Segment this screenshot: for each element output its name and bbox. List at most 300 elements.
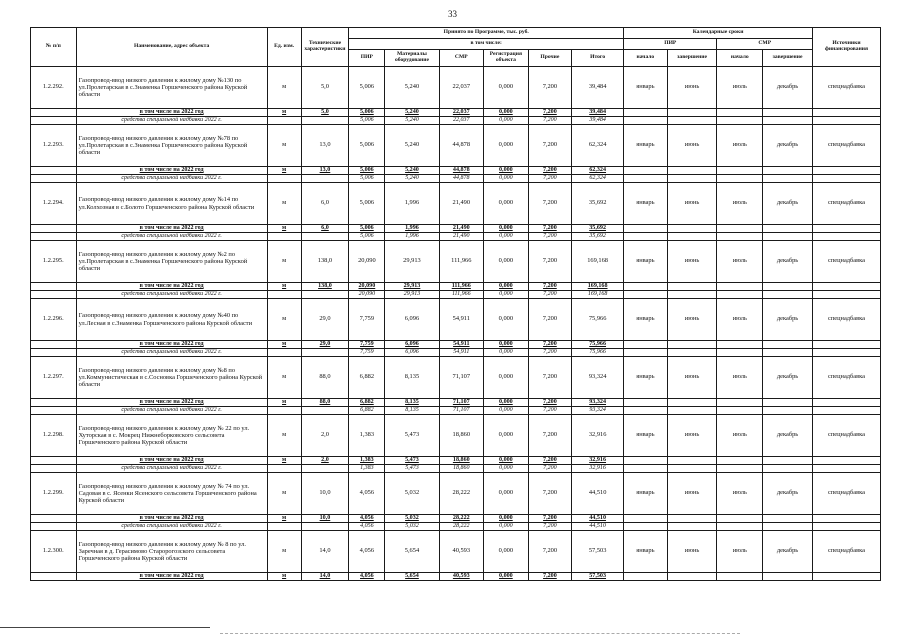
special-fund-label: средства специальной надбавки 2022 г. [76, 291, 267, 299]
empty-cell [763, 457, 813, 465]
empty-cell [717, 349, 763, 357]
empty-cell [267, 407, 301, 415]
materials-value: 5,654 [385, 531, 439, 573]
fund-reg: 0,000 [484, 175, 529, 183]
header-smr-start: начало [717, 50, 763, 67]
funding-source: спецнадбавка [813, 67, 881, 109]
pir-value: 5,006 [349, 125, 385, 167]
length: 88,0 [301, 357, 349, 399]
total-value: 93,324 [572, 357, 624, 399]
fund-pir: 5,006 [349, 175, 385, 183]
row-number: 1.2.292. [31, 67, 77, 109]
empty-cell [624, 573, 668, 581]
empty-cell [267, 291, 301, 299]
smr-value: 28,222 [439, 473, 484, 515]
fund-other: 7,200 [528, 117, 572, 125]
length: 5,0 [301, 67, 349, 109]
registration-value: 0,000 [484, 67, 529, 109]
fund-pir: 4,056 [349, 523, 385, 531]
fund-pir: 1,383 [349, 465, 385, 473]
smr-end: декабрь [763, 183, 813, 225]
object-name: Газопровод-ввод низкого давления к жилому дому №130 по ул.Пролетарская в с.Знаменка Горшеченского района Курской области [76, 67, 267, 109]
empty-cell [267, 233, 301, 241]
subtotal-mat: 8,135 [385, 399, 439, 407]
materials-value: 5,240 [385, 125, 439, 167]
empty-cell [763, 291, 813, 299]
fund-reg: 0,000 [484, 291, 529, 299]
pir-start: январь [624, 183, 668, 225]
subtotal-2022-row [31, 341, 881, 349]
table-row [31, 125, 881, 167]
fund-other: 7,200 [528, 465, 572, 473]
length: 10,0 [301, 473, 349, 515]
subtotal-length: 14,0 [301, 573, 349, 581]
empty-cell [763, 573, 813, 581]
empty-cell [667, 349, 717, 357]
page-number: 33 [448, 9, 457, 19]
object-name: Газопровод-ввод низкого давления к жилому дому №40 по ул.Лесная в с.Знаменка Горшеченского района Курской области [76, 299, 267, 341]
fund-smr: 21,490 [439, 233, 484, 241]
subtotal-total: 35,692 [572, 225, 624, 233]
fund-smr: 28,222 [439, 523, 484, 531]
subtotal-2022-row [31, 457, 881, 465]
pir-value: 1,383 [349, 415, 385, 457]
special-fund-row [31, 349, 881, 357]
empty-cell [624, 465, 668, 473]
other-value: 7,200 [528, 67, 572, 109]
empty-cell [624, 515, 668, 523]
other-value: 7,200 [528, 299, 572, 341]
empty-cell [31, 515, 77, 523]
pir-start: январь [624, 473, 668, 515]
empty-cell [763, 349, 813, 357]
fund-mat: 6,096 [385, 349, 439, 357]
unit: м [267, 183, 301, 225]
fund-mat: 5,240 [385, 175, 439, 183]
fund-mat: 8,135 [385, 407, 439, 415]
empty-cell [31, 283, 77, 291]
header-num: № п/п [31, 28, 77, 67]
subtotal-other: 7,200 [528, 283, 572, 291]
subtotal-pir: 5,006 [349, 167, 385, 175]
subtotal-mat: 5,240 [385, 109, 439, 117]
empty-cell [813, 465, 881, 473]
subtotal-2022-row [31, 399, 881, 407]
other-value: 7,200 [528, 183, 572, 225]
header-pir-end: завершение [667, 50, 717, 67]
subtotal-other: 7,200 [528, 457, 572, 465]
unit: м [267, 67, 301, 109]
empty-cell [813, 399, 881, 407]
empty-cell [31, 291, 77, 299]
materials-value: 6,096 [385, 299, 439, 341]
subtotal-mat: 5,654 [385, 573, 439, 581]
pir-value: 7,759 [349, 299, 385, 341]
pir-start: январь [624, 125, 668, 167]
subtotal-total: 32,916 [572, 457, 624, 465]
pir-start: январь [624, 67, 668, 109]
special-fund-label: средства специальной надбавки 2022 г. [76, 407, 267, 415]
subtotal-unit: м [267, 399, 301, 407]
empty-cell [813, 407, 881, 415]
fund-reg: 0,000 [484, 523, 529, 531]
header-tech: Технические характеристики [301, 28, 349, 67]
total-value: 169,168 [572, 241, 624, 283]
empty-cell [763, 407, 813, 415]
smr-end: декабрь [763, 241, 813, 283]
empty-cell [717, 109, 763, 117]
subtotal-mat: 5,032 [385, 515, 439, 523]
fund-total: 62,324 [572, 175, 624, 183]
header-registration: Регистрация объекта [484, 50, 529, 67]
table-row [31, 241, 881, 283]
special-fund-row [31, 117, 881, 125]
empty-cell [717, 341, 763, 349]
fund-smr: 44,878 [439, 175, 484, 183]
empty-cell [813, 175, 881, 183]
subtotal-mat: 29,913 [385, 283, 439, 291]
subtotal-length: 6,0 [301, 225, 349, 233]
empty-cell [667, 117, 717, 125]
empty-cell [717, 457, 763, 465]
subtotal-length: 5,0 [301, 109, 349, 117]
header-smr: СМР [439, 50, 484, 67]
empty-cell [717, 515, 763, 523]
subtotal-smr: 21,490 [439, 225, 484, 233]
subtotal-smr: 22,037 [439, 109, 484, 117]
subtotal-label: в том числе на 2022 год [76, 341, 267, 349]
empty-cell [31, 233, 77, 241]
empty-cell [763, 225, 813, 233]
registration-value: 0,000 [484, 241, 529, 283]
pir-value: 5,006 [349, 67, 385, 109]
empty-cell [763, 341, 813, 349]
subtotal-reg: 0,000 [484, 225, 529, 233]
registration-value: 0,000 [484, 415, 529, 457]
empty-cell [813, 573, 881, 581]
empty-cell [667, 523, 717, 531]
fund-reg: 0,000 [484, 233, 529, 241]
subtotal-label: в том числе на 2022 год [76, 225, 267, 233]
empty-cell [31, 465, 77, 473]
empty-cell [624, 349, 668, 357]
subtotal-pir: 5,006 [349, 109, 385, 117]
empty-cell [763, 109, 813, 117]
subtotal-total: 75,966 [572, 341, 624, 349]
funding-source: спецнадбавка [813, 473, 881, 515]
empty-cell [717, 523, 763, 531]
pir-value: 6,882 [349, 357, 385, 399]
fund-pir: 5,006 [349, 117, 385, 125]
pir-end: июнь [667, 241, 717, 283]
empty-cell [267, 465, 301, 473]
empty-cell [301, 291, 349, 299]
object-name: Газопровод-ввод низкого давления к жилому дому №2 по ул.Пролетарская в с.Знаменка Горшеченского района Курской области [76, 241, 267, 283]
smr-value: 44,878 [439, 125, 484, 167]
empty-cell [813, 349, 881, 357]
subtotal-other: 7,200 [528, 109, 572, 117]
fund-other: 7,200 [528, 523, 572, 531]
subtotal-label: в том числе на 2022 год [76, 109, 267, 117]
table-row [31, 473, 881, 515]
fund-smr: 71,107 [439, 407, 484, 415]
other-value: 7,200 [528, 531, 572, 573]
table-row [31, 183, 881, 225]
unit: м [267, 357, 301, 399]
header-funding: Источники финансирования [813, 28, 881, 67]
empty-cell [31, 225, 77, 233]
empty-cell [813, 167, 881, 175]
unit: м [267, 415, 301, 457]
empty-cell [301, 233, 349, 241]
special-fund-row [31, 465, 881, 473]
fund-mat: 29,913 [385, 291, 439, 299]
materials-value: 8,135 [385, 357, 439, 399]
subtotal-mat: 6,096 [385, 341, 439, 349]
materials-value: 5,240 [385, 67, 439, 109]
fund-total: 35,692 [572, 233, 624, 241]
subtotal-pir: 4,056 [349, 515, 385, 523]
empty-cell [763, 233, 813, 241]
smr-end: декабрь [763, 531, 813, 573]
header-calendar: Календарные сроки [624, 28, 813, 39]
fund-total: 44,510 [572, 523, 624, 531]
empty-cell [667, 175, 717, 183]
smr-end: декабрь [763, 357, 813, 399]
subtotal-other: 7,200 [528, 573, 572, 581]
subtotal-unit: м [267, 573, 301, 581]
empty-cell [667, 283, 717, 291]
subtotal-2022-row [31, 167, 881, 175]
empty-cell [763, 175, 813, 183]
empty-cell [667, 407, 717, 415]
pir-value: 5,006 [349, 183, 385, 225]
empty-cell [267, 523, 301, 531]
subtotal-reg: 0,000 [484, 457, 529, 465]
subtotal-pir: 20,090 [349, 283, 385, 291]
registration-value: 0,000 [484, 357, 529, 399]
header-cal-smr: СМР [717, 39, 813, 50]
subtotal-smr: 40,593 [439, 573, 484, 581]
unit: м [267, 531, 301, 573]
subtotal-unit: м [267, 283, 301, 291]
funding-source: спецнадбавка [813, 357, 881, 399]
empty-cell [667, 225, 717, 233]
empty-cell [31, 399, 77, 407]
other-value: 7,200 [528, 241, 572, 283]
total-value: 57,503 [572, 531, 624, 573]
subtotal-mat: 5,473 [385, 457, 439, 465]
pir-value: 20,090 [349, 241, 385, 283]
subtotal-length: 10,0 [301, 515, 349, 523]
special-fund-label: средства специальной надбавки 2022 г. [76, 465, 267, 473]
subtotal-smr: 54,911 [439, 341, 484, 349]
empty-cell [717, 225, 763, 233]
fund-pir: 7,759 [349, 349, 385, 357]
smr-end: декабрь [763, 415, 813, 457]
header-name: Наименование, адрес объекта [76, 28, 267, 67]
pir-end: июнь [667, 415, 717, 457]
smr-value: 18,860 [439, 415, 484, 457]
fund-smr: 18,860 [439, 465, 484, 473]
row-number: 1.2.293. [31, 125, 77, 167]
smr-end: декабрь [763, 125, 813, 167]
special-fund-row [31, 523, 881, 531]
empty-cell [301, 407, 349, 415]
pir-start: январь [624, 415, 668, 457]
subtotal-reg: 0,000 [484, 283, 529, 291]
subtotal-smr: 28,222 [439, 515, 484, 523]
pir-value: 4,056 [349, 531, 385, 573]
empty-cell [667, 515, 717, 523]
empty-cell [624, 283, 668, 291]
special-fund-label: средства специальной надбавки 2022 г. [76, 117, 267, 125]
fund-total: 169,168 [572, 291, 624, 299]
fund-pir: 20,090 [349, 291, 385, 299]
subtotal-unit: м [267, 515, 301, 523]
pir-start: январь [624, 299, 668, 341]
smr-end: декабрь [763, 473, 813, 515]
empty-cell [624, 175, 668, 183]
pir-end: июнь [667, 473, 717, 515]
empty-cell [813, 291, 881, 299]
subtotal-pir: 5,006 [349, 225, 385, 233]
empty-cell [301, 117, 349, 125]
smr-start: июль [717, 357, 763, 399]
length: 14,0 [301, 531, 349, 573]
funding-source: спецнадбавка [813, 183, 881, 225]
subtotal-pir: 7,759 [349, 341, 385, 349]
subtotal-reg: 0,000 [484, 399, 529, 407]
subtotal-unit: м [267, 109, 301, 117]
empty-cell [624, 523, 668, 531]
empty-cell [624, 341, 668, 349]
header-cal-pir: ПИР [624, 39, 717, 50]
materials-value: 5,473 [385, 415, 439, 457]
program-table [30, 27, 881, 581]
special-fund-label: средства специальной надбавки 2022 г. [76, 233, 267, 241]
subtotal-2022-row [31, 515, 881, 523]
empty-cell [813, 457, 881, 465]
smr-start: июль [717, 125, 763, 167]
empty-cell [763, 283, 813, 291]
subtotal-mat: 1,996 [385, 225, 439, 233]
subtotal-mat: 5,240 [385, 167, 439, 175]
table-row [31, 67, 881, 109]
table-row [31, 299, 881, 341]
empty-cell [813, 117, 881, 125]
empty-cell [31, 573, 77, 581]
smr-start: июль [717, 415, 763, 457]
object-name: Газопровод-ввод низкого давления к жилому дому № 8 по ул. Заречная в д. Герасимово Старорогозского сельсовета Горшеченского района Курской области [76, 531, 267, 573]
subtotal-other: 7,200 [528, 167, 572, 175]
registration-value: 0,000 [484, 531, 529, 573]
fund-mat: 1,996 [385, 233, 439, 241]
row-number: 1.2.295. [31, 241, 77, 283]
length: 138,0 [301, 241, 349, 283]
smr-start: июль [717, 67, 763, 109]
header-other: Прочие [528, 50, 572, 67]
empty-cell [763, 465, 813, 473]
object-name: Газопровод-ввод низкого давления к жилому дому №14 по ул.Колхозная в с.Болото Горшеченского района Курской области [76, 183, 267, 225]
subtotal-label: в том числе на 2022 год [76, 283, 267, 291]
subtotal-2022-row [31, 283, 881, 291]
unit: м [267, 473, 301, 515]
funding-source: спецнадбавка [813, 299, 881, 341]
fund-total: 32,916 [572, 465, 624, 473]
subtotal-total: 169,168 [572, 283, 624, 291]
unit: м [267, 125, 301, 167]
header-smr-end: завершение [763, 50, 813, 67]
subtotal-smr: 111,966 [439, 283, 484, 291]
empty-cell [667, 457, 717, 465]
empty-cell [31, 523, 77, 531]
subtotal-pir: 4,056 [349, 573, 385, 581]
materials-value: 29,913 [385, 241, 439, 283]
subtotal-other: 7,200 [528, 225, 572, 233]
empty-cell [624, 109, 668, 117]
subtotal-total: 93,324 [572, 399, 624, 407]
empty-cell [763, 515, 813, 523]
header-including: в том числе: [349, 39, 624, 50]
empty-cell [763, 117, 813, 125]
fund-mat: 5,240 [385, 117, 439, 125]
subtotal-label: в том числе на 2022 год [76, 457, 267, 465]
fund-total: 75,966 [572, 349, 624, 357]
subtotal-smr: 18,860 [439, 457, 484, 465]
subtotal-total: 62,324 [572, 167, 624, 175]
fund-other: 7,200 [528, 407, 572, 415]
fund-mat: 5,473 [385, 465, 439, 473]
empty-cell [813, 523, 881, 531]
row-number: 1.2.299. [31, 473, 77, 515]
pir-end: июнь [667, 531, 717, 573]
other-value: 7,200 [528, 415, 572, 457]
empty-cell [717, 399, 763, 407]
smr-start: июль [717, 183, 763, 225]
smr-end: декабрь [763, 299, 813, 341]
subtotal-length: 2,0 [301, 457, 349, 465]
object-name: Газопровод-ввод низкого давления к жилому дому №78 по ул.Пролетарская в с.Знаменка Горшеченского района Курской области [76, 125, 267, 167]
smr-value: 54,911 [439, 299, 484, 341]
empty-cell [667, 109, 717, 117]
empty-cell [763, 399, 813, 407]
object-name: Газопровод-ввод низкого давления к жилому дому № 22 по ул. Хуторская в с. Мокрец Нижнеборковского сельсовета Горшеченского района Курской области [76, 415, 267, 457]
footer-dashed-rule [220, 633, 740, 634]
total-value: 35,692 [572, 183, 624, 225]
subtotal-reg: 0,000 [484, 167, 529, 175]
empty-cell [717, 407, 763, 415]
table-body [31, 67, 881, 581]
pir-start: январь [624, 357, 668, 399]
empty-cell [31, 175, 77, 183]
smr-value: 111,966 [439, 241, 484, 283]
smr-start: июль [717, 473, 763, 515]
subtotal-2022-row [31, 109, 881, 117]
empty-cell [667, 341, 717, 349]
empty-cell [301, 523, 349, 531]
subtotal-label: в том числе на 2022 год [76, 515, 267, 523]
header-total: Итого [572, 50, 624, 67]
fund-total: 39,484 [572, 117, 624, 125]
header-unit: Ед. изм. [267, 28, 301, 67]
header-pir: ПИР [349, 50, 385, 67]
materials-value: 1,996 [385, 183, 439, 225]
empty-cell [267, 349, 301, 357]
other-value: 7,200 [528, 125, 572, 167]
other-value: 7,200 [528, 357, 572, 399]
subtotal-reg: 0,000 [484, 341, 529, 349]
